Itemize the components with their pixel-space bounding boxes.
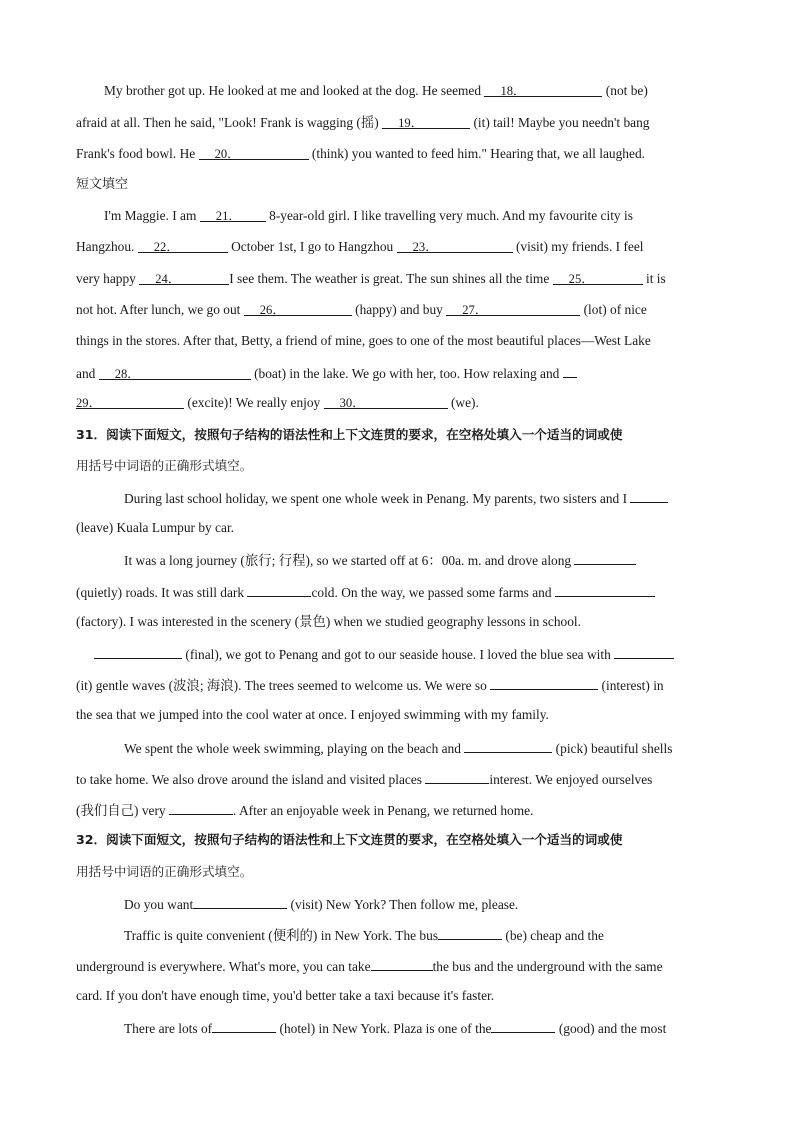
q31-instruction-1: 31．阅读下面短文，按照句子结构的语法性和上下文连贯的要求，在空格处填入一个适当的词或使 xyxy=(76,427,623,442)
q31-line-10 xyxy=(76,768,718,790)
q31-line-11 xyxy=(76,799,718,821)
blank-number: 28． xyxy=(114,367,140,381)
text: (visit) my friends. I feel xyxy=(515,239,644,254)
blank-number: 29． xyxy=(76,396,102,410)
text: the bus and the underground with the same xyxy=(432,959,663,974)
text: (visit) New York? Then follow me, please. xyxy=(290,897,519,912)
p1-line-2 xyxy=(76,113,718,133)
q31-line-5: (factory). I was interested in the scenery (景色) when we studied geography lessons in school. xyxy=(76,614,581,629)
blank-number: 30． xyxy=(339,396,365,410)
blank[interactable] xyxy=(491,1017,555,1033)
blank[interactable] xyxy=(464,737,552,753)
blank[interactable] xyxy=(574,549,636,565)
text: not hot. After lunch, we go out xyxy=(76,302,241,317)
text: (我们自己) very xyxy=(76,803,166,818)
blank-number: 23． xyxy=(412,240,438,254)
blank-number: 22． xyxy=(153,240,179,254)
blank-20[interactable] xyxy=(199,144,309,160)
q31-line-2: (leave) Kuala Lumpur by car. xyxy=(76,520,235,535)
blank-number: 18． xyxy=(500,84,526,98)
blank-24[interactable] xyxy=(139,269,229,285)
q31-line-1 xyxy=(124,487,766,509)
blank-number: 20． xyxy=(214,147,240,161)
q31-line-3 xyxy=(124,549,766,571)
text: I'm Maggie. I am xyxy=(104,208,197,223)
text: (be) cheap and the xyxy=(505,928,604,943)
text: (interest) in xyxy=(601,678,664,693)
p2-line-7 xyxy=(76,393,718,413)
blank-18[interactable] xyxy=(484,81,602,97)
text: Frank's food bowl. He xyxy=(76,146,196,161)
q32-line-5 xyxy=(124,1017,766,1039)
q31-line-7 xyxy=(76,674,718,696)
blank-23[interactable] xyxy=(397,237,513,253)
text: . After an enjoyable week in Penang, we returned home. xyxy=(232,803,534,818)
text: (lot) of nice xyxy=(583,302,647,317)
text: There are lots of xyxy=(124,1021,213,1036)
blank-27[interactable] xyxy=(446,300,580,316)
text: We spent the whole week swimming, playing on the beach and xyxy=(124,741,461,756)
text: (it) gentle waves (波浪; 海浪). The trees seemed to welcome us. We were so xyxy=(76,678,487,693)
text: (hotel) in New York. Plaza is one of the xyxy=(279,1021,492,1036)
blank[interactable] xyxy=(425,768,489,784)
text: afraid at all. Then he said, "Look! Frank is wagging (摇) xyxy=(76,115,379,130)
text: (not be) xyxy=(605,83,648,98)
p2-line-1 xyxy=(104,206,746,226)
blank[interactable] xyxy=(630,487,668,503)
blank-number: 27． xyxy=(462,303,488,317)
blank-26[interactable] xyxy=(244,300,352,316)
blank-number: 26． xyxy=(259,303,285,317)
p1-line-3 xyxy=(76,144,718,164)
text: (we). xyxy=(450,395,479,410)
text: (final), we got to Penang and got to our seaside house. I loved the blue sea with xyxy=(185,647,611,662)
text: (quietly) roads. It was still dark xyxy=(76,585,245,600)
p2-line-6 xyxy=(76,362,718,384)
text: October 1st, I go to Hangzhou xyxy=(231,239,394,254)
blank-29-start[interactable] xyxy=(563,362,577,378)
text: (it) tail! Maybe you needn't bang xyxy=(473,115,650,130)
text: interest. We enjoyed ourselves xyxy=(489,772,653,787)
p2-line-4 xyxy=(76,300,718,320)
text: Hangzhou. xyxy=(76,239,135,254)
text: (excite)! We really enjoy xyxy=(187,395,321,410)
text: It was a long journey (旅行; 行程), so we started off at 6：00a. m. and drove along xyxy=(124,553,572,568)
blank[interactable] xyxy=(212,1017,276,1033)
blank-29[interactable] xyxy=(76,393,184,409)
q32-line-2 xyxy=(124,924,766,946)
blank[interactable] xyxy=(555,581,655,597)
text: and xyxy=(76,366,96,381)
text: 8-year-old girl. I like travelling very much. And my favourite city is xyxy=(269,208,633,223)
blank[interactable] xyxy=(614,643,674,659)
q32-line-3 xyxy=(76,955,718,977)
blank-number: 21． xyxy=(215,209,241,223)
p1-line-1 xyxy=(104,81,746,101)
q32-line-1 xyxy=(124,893,766,915)
blank-21[interactable] xyxy=(200,206,266,222)
text: it is xyxy=(646,271,666,286)
text: During last school holiday, we spent one whole week in Penang. My parents, two sisters and I xyxy=(124,491,628,506)
blank-25[interactable] xyxy=(553,269,643,285)
text: (think) you wanted to feed him." Hearing that, we all laughed. xyxy=(311,146,645,161)
q32-line-4: card. If you don't have enough time, you'd better take a taxi because it's faster. xyxy=(76,988,495,1003)
blank[interactable] xyxy=(94,643,182,659)
blank-22[interactable] xyxy=(138,237,228,253)
text: very happy xyxy=(76,271,136,286)
blank-28[interactable] xyxy=(99,364,251,380)
text: cold. On the way, we passed some farms and xyxy=(311,585,552,600)
blank-number: 24． xyxy=(155,272,181,286)
blank-30[interactable] xyxy=(324,393,448,409)
blank[interactable] xyxy=(490,674,598,690)
blank-number: 19． xyxy=(398,116,424,130)
q31-instruction-2: 用括号中词语的正确形式填空。 xyxy=(76,458,253,473)
text: to take home. We also drove around the island and visited places xyxy=(76,772,422,787)
section-title: 短文填空 xyxy=(76,177,129,192)
q32-instruction-1: 32．阅读下面短文，按照句子结构的语法性和上下文连贯的要求，在空格处填入一个适当的词或使 xyxy=(76,832,623,847)
text: I see them. The weather is great. The sun shines all the time xyxy=(229,271,550,286)
q31-line-4 xyxy=(76,581,718,603)
q31-line-9 xyxy=(124,737,766,759)
blank[interactable] xyxy=(193,893,287,909)
blank-number: 25． xyxy=(568,272,594,286)
p2-line-3 xyxy=(76,269,718,289)
p2-line-2 xyxy=(76,237,718,257)
text: (good) and the most xyxy=(558,1021,667,1036)
text: Traffic is quite convenient (便利的) in New York. The bus xyxy=(124,928,439,943)
q31-line-8: the sea that we jumped into the cool water at once. I enjoyed swimming with my family. xyxy=(76,707,549,722)
blank[interactable] xyxy=(247,581,311,597)
text: (boat) in the lake. We go with her, too. How relaxing and xyxy=(254,366,560,381)
text: underground is everywhere. What's more, you can take xyxy=(76,959,371,974)
q32-instruction-2: 用括号中词语的正确形式填空。 xyxy=(76,864,253,879)
blank[interactable] xyxy=(371,955,433,971)
blank[interactable] xyxy=(438,924,502,940)
p2-line-5: things in the stores. After that, Betty, a friend of mine, goes to one of the most beautiful places—West Lake xyxy=(76,333,651,348)
text: My brother got up. He looked at me and looked at the dog. He seemed xyxy=(104,83,482,98)
text: (happy) and buy xyxy=(355,302,443,317)
blank[interactable] xyxy=(169,799,233,815)
q31-line-6 xyxy=(94,643,736,665)
blank-19[interactable] xyxy=(382,113,470,129)
text: (pick) beautiful shells xyxy=(555,741,673,756)
text: Do you want xyxy=(124,897,194,912)
